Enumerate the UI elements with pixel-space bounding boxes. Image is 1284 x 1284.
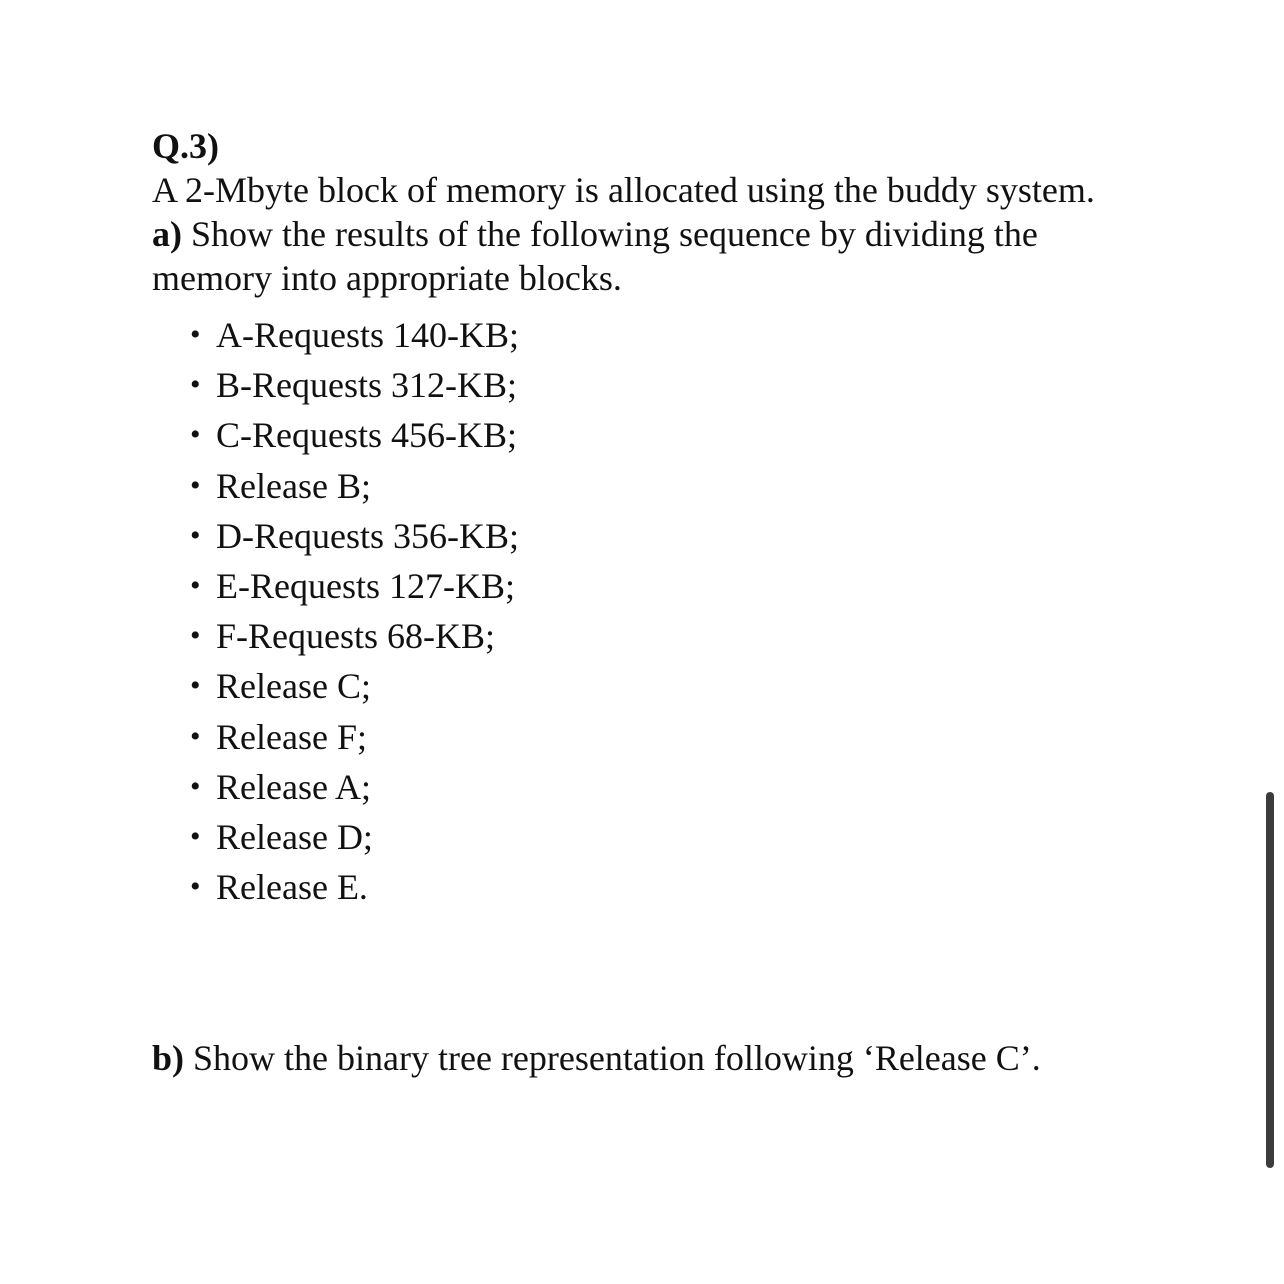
- question-number: Q.3): [152, 126, 219, 166]
- question-document: [152, 124, 1152, 912]
- bullet-icon: •: [190, 318, 201, 351]
- part-a-label: a): [152, 214, 182, 254]
- bullet-icon: •: [190, 468, 201, 502]
- bullet-icon: •: [190, 418, 201, 452]
- list-item: • Release D;: [190, 812, 1152, 862]
- bullet-icon: •: [190, 368, 201, 402]
- bullet-icon: •: [190, 619, 201, 653]
- part-a-prompt: [152, 212, 1152, 300]
- list-item: • Release C;: [190, 661, 1152, 711]
- bullet-icon: •: [190, 569, 201, 603]
- list-item: • B-Requests 312-KB;: [190, 360, 1152, 410]
- bullet-icon: •: [190, 518, 201, 552]
- bullet-icon: •: [190, 820, 201, 854]
- list-item: • A-Requests 140-KB;: [190, 310, 1152, 360]
- part-b-text: Show the binary tree representation following ‘Release C’.: [184, 1038, 1041, 1078]
- bullet-icon: •: [190, 719, 201, 753]
- request-sequence-list: [152, 310, 1152, 912]
- bullet-icon: •: [190, 769, 201, 803]
- list-item: • Release A;: [190, 762, 1152, 812]
- part-b-label: b): [152, 1038, 185, 1078]
- list-item: • Release E.: [190, 862, 1152, 912]
- list-item: • Release F;: [190, 712, 1152, 762]
- list-item: • C-Requests 456-KB;: [190, 410, 1152, 460]
- question-intro: A 2-Mbyte block of memory is allocated using the buddy system.: [152, 170, 1095, 210]
- part-a-text: Show the results of the following sequence by dividing the memory into appropriate blocks.: [152, 214, 1038, 298]
- scrollbar[interactable]: [1266, 792, 1274, 1168]
- list-item: • Release B;: [190, 461, 1152, 511]
- list-item: • F-Requests 68-KB;: [190, 611, 1152, 661]
- bullet-icon: •: [190, 669, 201, 703]
- list-item: • E-Requests 127-KB;: [190, 561, 1152, 611]
- list-item: • D-Requests 356-KB;: [190, 511, 1152, 561]
- bullet-icon: •: [190, 870, 201, 904]
- part-b-prompt: [152, 1036, 1252, 1080]
